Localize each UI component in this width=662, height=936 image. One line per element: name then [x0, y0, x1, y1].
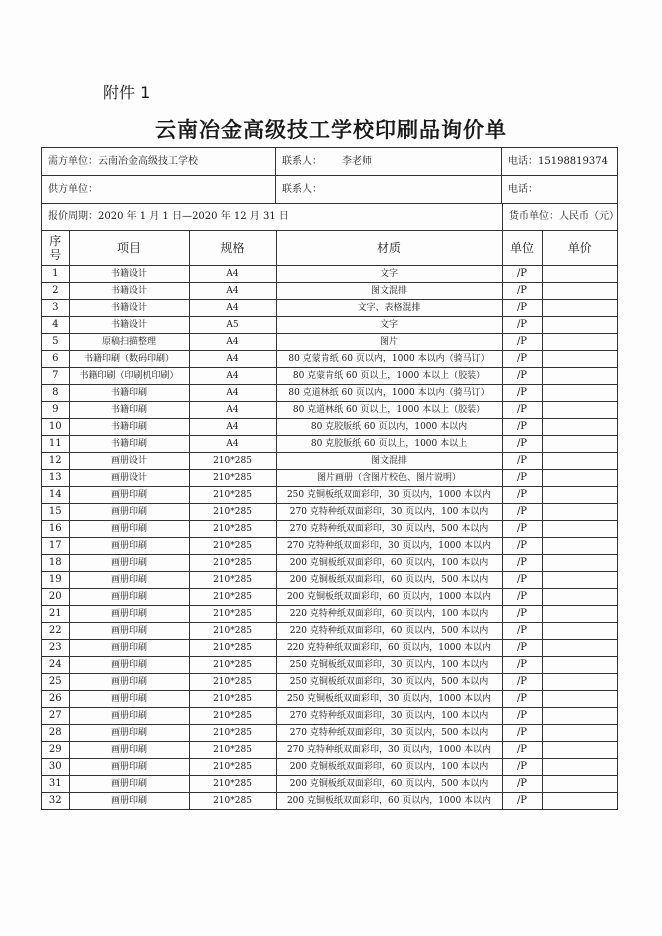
row-price[interactable]	[542, 419, 617, 436]
row-material: 图片画册（含图片校色、图片说明）	[276, 470, 502, 487]
supplier-phone-cell	[502, 176, 617, 203]
currency-cell	[502, 204, 617, 230]
phone-value: 15198819374	[538, 156, 608, 167]
table-row	[42, 283, 617, 300]
table-row	[42, 640, 617, 657]
row-item: 画册印刷	[69, 640, 189, 657]
row-material: 270 克特种纸双面彩印，30 页以内，1000 本以内	[276, 538, 502, 555]
contact-label: 联系人：	[282, 156, 322, 167]
row-item: 画册设计	[69, 470, 189, 487]
row-item: 书籍印刷	[69, 419, 189, 436]
row-material: 80 克胶版纸 60 页以内，1000 本以内	[276, 419, 502, 436]
row-number: 16	[42, 521, 69, 538]
currency-value: 人民币（元）	[559, 211, 619, 222]
row-unit: /P	[502, 674, 542, 691]
table-row	[42, 436, 617, 453]
row-material: 文字	[276, 266, 502, 283]
table-row	[42, 742, 617, 759]
row-price[interactable]	[542, 453, 617, 470]
row-spec: 210*285	[189, 657, 276, 674]
table-row	[42, 470, 617, 487]
row-material: 80 克道林纸 60 页以内，1000 本以内（骑马订）	[276, 385, 502, 402]
table-row	[42, 300, 617, 317]
attachment-label: 附件 1	[103, 83, 151, 102]
row-number: 9	[42, 402, 69, 419]
row-price[interactable]	[542, 538, 617, 555]
row-spec: 210*285	[189, 487, 276, 504]
header-price: 单价	[542, 231, 617, 266]
table-row	[42, 351, 617, 368]
row-item: 画册印刷	[69, 521, 189, 538]
row-material: 图片	[276, 334, 502, 351]
row-price[interactable]	[542, 402, 617, 419]
demand-value: 云南冶金高级技工学校	[98, 156, 198, 167]
row-item: 画册印刷	[69, 742, 189, 759]
row-spec: A4	[189, 283, 276, 300]
row-spec: 210*285	[189, 589, 276, 606]
row-item: 画册印刷	[69, 793, 189, 810]
row-unit: /P	[502, 606, 542, 623]
table-row	[42, 776, 617, 793]
table-row	[42, 419, 617, 436]
currency-label: 货币单位：	[509, 211, 559, 222]
price-table	[42, 231, 617, 809]
row-price[interactable]	[542, 300, 617, 317]
table-row	[42, 538, 617, 555]
row-spec: A4	[189, 334, 276, 351]
table-row	[42, 385, 617, 402]
row-price[interactable]	[542, 266, 617, 283]
row-spec: A5	[189, 317, 276, 334]
table-row	[42, 708, 617, 725]
row-price[interactable]	[542, 470, 617, 487]
row-price[interactable]	[542, 385, 617, 402]
row-unit: /P	[502, 368, 542, 385]
row-spec: 210*285	[189, 759, 276, 776]
info-row-supplier	[42, 176, 617, 204]
row-item: 书籍设计	[69, 317, 189, 334]
row-unit: /P	[502, 589, 542, 606]
row-material: 220 克特种纸双面彩印，60 页以内，100 本以内	[276, 606, 502, 623]
row-item: 画册印刷	[69, 708, 189, 725]
row-material: 80 克道林纸 60 页以上，1000 本以上（胶装）	[276, 402, 502, 419]
phone-cell	[502, 148, 617, 175]
table-row	[42, 453, 617, 470]
row-number: 3	[42, 300, 69, 317]
row-number: 25	[42, 674, 69, 691]
phone-label: 电话：	[508, 156, 538, 167]
inquiry-sheet	[41, 147, 618, 810]
row-price[interactable]	[542, 317, 617, 334]
row-spec: 210*285	[189, 504, 276, 521]
demand-label: 需方单位：	[48, 156, 98, 167]
row-spec: 210*285	[189, 572, 276, 589]
row-unit: /P	[502, 691, 542, 708]
demand-cell	[42, 148, 276, 175]
table-body	[42, 266, 617, 810]
row-material: 270 克特种纸双面彩印，30 页以内，100 本以内	[276, 504, 502, 521]
row-unit: /P	[502, 453, 542, 470]
row-unit: /P	[502, 521, 542, 538]
table-row	[42, 725, 617, 742]
row-material: 200 克铜板纸双面彩印，60 页以内，1000 本以内	[276, 793, 502, 810]
row-unit: /P	[502, 657, 542, 674]
row-item: 书籍设计	[69, 300, 189, 317]
row-material: 图文混排	[276, 283, 502, 300]
row-number: 21	[42, 606, 69, 623]
info-row-demand	[42, 148, 617, 176]
row-material: 220 克特种纸双面彩印，60 页以内，1000 本以内	[276, 640, 502, 657]
table-row	[42, 521, 617, 538]
row-unit: /P	[502, 385, 542, 402]
table-row	[42, 657, 617, 674]
supplier-contact-label: 联系人：	[282, 184, 322, 195]
row-unit: /P	[502, 572, 542, 589]
row-unit: /P	[502, 334, 542, 351]
table-row	[42, 368, 617, 385]
row-item: 画册印刷	[69, 759, 189, 776]
table-row	[42, 572, 617, 589]
row-number: 6	[42, 351, 69, 368]
row-item: 画册印刷	[69, 538, 189, 555]
row-unit: /P	[502, 555, 542, 572]
header-material: 材质	[276, 231, 502, 266]
row-spec: 210*285	[189, 793, 276, 810]
row-unit: /P	[502, 708, 542, 725]
contact-value: 李老师	[342, 156, 372, 167]
row-material: 80 克蒙肯纸 60 页以上，1000 本以上（胶装）	[276, 368, 502, 385]
row-item: 书籍印刷（印刷机印刷）	[69, 368, 189, 385]
row-spec: 210*285	[189, 538, 276, 555]
row-number: 29	[42, 742, 69, 759]
row-spec: 210*285	[189, 623, 276, 640]
row-price[interactable]	[542, 776, 617, 793]
row-unit: /P	[502, 283, 542, 300]
row-item: 画册印刷	[69, 776, 189, 793]
row-price[interactable]	[542, 708, 617, 725]
row-number: 28	[42, 725, 69, 742]
row-number: 19	[42, 572, 69, 589]
row-number: 30	[42, 759, 69, 776]
row-number: 13	[42, 470, 69, 487]
table-row	[42, 555, 617, 572]
table-row	[42, 691, 617, 708]
row-unit: /P	[502, 742, 542, 759]
table-row	[42, 759, 617, 776]
row-price[interactable]	[542, 521, 617, 538]
row-price[interactable]	[542, 487, 617, 504]
row-spec: A4	[189, 351, 276, 368]
row-price[interactable]	[542, 504, 617, 521]
row-price[interactable]	[542, 555, 617, 572]
row-price[interactable]	[542, 674, 617, 691]
row-price[interactable]	[542, 606, 617, 623]
row-item: 画册印刷	[69, 606, 189, 623]
row-unit: /P	[502, 300, 542, 317]
table-row	[42, 674, 617, 691]
row-price[interactable]	[542, 589, 617, 606]
table-row	[42, 317, 617, 334]
table-row	[42, 793, 617, 810]
row-material: 250 克铜板纸双面彩印，30 页以内，500 本以内	[276, 674, 502, 691]
row-number: 24	[42, 657, 69, 674]
table-row	[42, 402, 617, 419]
row-unit: /P	[502, 470, 542, 487]
row-material: 200 克铜板纸双面彩印，60 页以内，1000 本以内	[276, 589, 502, 606]
row-number: 7	[42, 368, 69, 385]
row-item: 画册印刷	[69, 572, 189, 589]
table-header-row	[42, 231, 617, 266]
table-row	[42, 504, 617, 521]
row-number: 8	[42, 385, 69, 402]
period-value: 2020 年 1 月 1 日—2020 年 12 月 31 日	[98, 211, 289, 222]
row-material: 图文混排	[276, 453, 502, 470]
row-spec: A4	[189, 419, 276, 436]
row-spec: 210*285	[189, 674, 276, 691]
row-price[interactable]	[542, 351, 617, 368]
header-unit: 单位	[502, 231, 542, 266]
row-number: 22	[42, 623, 69, 640]
table-row	[42, 623, 617, 640]
table-row	[42, 266, 617, 283]
header-seq	[42, 231, 69, 266]
header-seq-label: 序号	[49, 234, 62, 262]
page-title: 云南冶金高级技工学校印刷品询价单	[155, 118, 507, 142]
row-unit: /P	[502, 538, 542, 555]
row-item: 画册印刷	[69, 504, 189, 521]
supplier-phone-label: 电话：	[508, 184, 538, 195]
row-number: 32	[42, 793, 69, 810]
row-price[interactable]	[542, 657, 617, 674]
row-spec: 210*285	[189, 453, 276, 470]
row-price[interactable]	[542, 725, 617, 742]
row-number: 23	[42, 640, 69, 657]
row-number: 15	[42, 504, 69, 521]
row-spec: 210*285	[189, 521, 276, 538]
table-row	[42, 487, 617, 504]
row-spec: A4	[189, 368, 276, 385]
row-material: 200 克铜板纸双面彩印，60 页以内，500 本以内	[276, 572, 502, 589]
row-number: 17	[42, 538, 69, 555]
row-unit: /P	[502, 351, 542, 368]
row-spec: 210*285	[189, 640, 276, 657]
row-unit: /P	[502, 436, 542, 453]
row-price[interactable]	[542, 742, 617, 759]
row-material: 220 克特种纸双面彩印，60 页以内，500 本以内	[276, 623, 502, 640]
row-material: 200 克铜板纸双面彩印，60 页以内，500 本以内	[276, 776, 502, 793]
row-item: 书籍印刷	[69, 385, 189, 402]
row-number: 1	[42, 266, 69, 283]
row-price[interactable]	[542, 368, 617, 385]
supplier-contact-cell	[276, 176, 502, 203]
row-material: 文字	[276, 317, 502, 334]
row-item: 画册印刷	[69, 725, 189, 742]
row-number: 27	[42, 708, 69, 725]
row-number: 10	[42, 419, 69, 436]
table-row	[42, 334, 617, 351]
row-item: 书籍印刷	[69, 436, 189, 453]
row-unit: /P	[502, 317, 542, 334]
row-item: 书籍印刷（数码印刷）	[69, 351, 189, 368]
row-number: 12	[42, 453, 69, 470]
row-material: 270 克特种纸双面彩印，30 页以内，100 本以内	[276, 708, 502, 725]
row-unit: /P	[502, 487, 542, 504]
row-unit: /P	[502, 793, 542, 810]
row-item: 书籍印刷	[69, 402, 189, 419]
row-item: 画册印刷	[69, 555, 189, 572]
row-number: 14	[42, 487, 69, 504]
row-item: 书籍设计	[69, 266, 189, 283]
info-row-period	[42, 204, 617, 231]
row-spec: 210*285	[189, 776, 276, 793]
contact-cell	[276, 148, 502, 175]
row-spec: A4	[189, 385, 276, 402]
row-unit: /P	[502, 623, 542, 640]
row-number: 26	[42, 691, 69, 708]
row-spec: 210*285	[189, 606, 276, 623]
row-material: 270 克特种纸双面彩印，30 页以内，500 本以内	[276, 725, 502, 742]
row-spec: 210*285	[189, 725, 276, 742]
row-spec: 210*285	[189, 742, 276, 759]
row-material: 250 克铜板纸双面彩印，30 页以内，1000 本以内	[276, 691, 502, 708]
row-unit: /P	[502, 725, 542, 742]
row-item: 原稿扫描整理	[69, 334, 189, 351]
row-material: 270 克特种纸双面彩印，30 页以内，500 本以内	[276, 521, 502, 538]
supplier-cell	[42, 176, 276, 203]
row-spec: 210*285	[189, 691, 276, 708]
row-item: 书籍设计	[69, 283, 189, 300]
row-material: 200 克铜板纸双面彩印，60 页以内，100 本以内	[276, 759, 502, 776]
row-item: 画册设计	[69, 453, 189, 470]
supplier-label: 供方单位：	[48, 184, 98, 195]
row-unit: /P	[502, 759, 542, 776]
row-unit: /P	[502, 266, 542, 283]
row-number: 31	[42, 776, 69, 793]
row-item: 画册印刷	[69, 623, 189, 640]
row-price[interactable]	[542, 436, 617, 453]
row-spec: A4	[189, 266, 276, 283]
row-spec: A4	[189, 300, 276, 317]
table-row	[42, 589, 617, 606]
row-unit: /P	[502, 640, 542, 657]
row-number: 11	[42, 436, 69, 453]
row-price[interactable]	[542, 691, 617, 708]
row-material: 80 克胶版纸 60 页以上，1000 本以上	[276, 436, 502, 453]
row-item: 画册印刷	[69, 657, 189, 674]
row-unit: /P	[502, 776, 542, 793]
row-material: 文字、表格混排	[276, 300, 502, 317]
row-unit: /P	[502, 504, 542, 521]
row-unit: /P	[502, 419, 542, 436]
row-price[interactable]	[542, 283, 617, 300]
row-price[interactable]	[542, 793, 617, 810]
period-label: 报价周期：	[48, 211, 98, 222]
row-spec: 210*285	[189, 470, 276, 487]
row-item: 画册印刷	[69, 674, 189, 691]
row-spec: A4	[189, 402, 276, 419]
row-item: 画册印刷	[69, 589, 189, 606]
row-price[interactable]	[542, 623, 617, 640]
row-material: 200 克铜板纸双面彩印，60 页以内，100 本以内	[276, 555, 502, 572]
period-cell	[48, 204, 289, 230]
row-number: 2	[42, 283, 69, 300]
row-number: 4	[42, 317, 69, 334]
row-spec: 210*285	[189, 708, 276, 725]
table-row	[42, 606, 617, 623]
row-price[interactable]	[542, 759, 617, 776]
row-material: 80 克蒙肯纸 60 页以内，1000 本以内（骑马订）	[276, 351, 502, 368]
row-price[interactable]	[542, 640, 617, 657]
row-number: 20	[42, 589, 69, 606]
row-item: 画册印刷	[69, 487, 189, 504]
header-item: 项目	[69, 231, 189, 266]
row-item: 画册印刷	[69, 691, 189, 708]
row-material: 250 克铜板纸双面彩印，30 页以内，1000 本以内	[276, 487, 502, 504]
row-unit: /P	[502, 402, 542, 419]
row-number: 5	[42, 334, 69, 351]
row-material: 250 克铜板纸双面彩印，30 页以内，100 本以内	[276, 657, 502, 674]
row-number: 18	[42, 555, 69, 572]
row-material: 270 克特种纸双面彩印，30 页以内，1000 本以内	[276, 742, 502, 759]
row-price[interactable]	[542, 572, 617, 589]
row-spec: A4	[189, 436, 276, 453]
header-spec: 规格	[189, 231, 276, 266]
row-price[interactable]	[542, 334, 617, 351]
row-spec: 210*285	[189, 555, 276, 572]
